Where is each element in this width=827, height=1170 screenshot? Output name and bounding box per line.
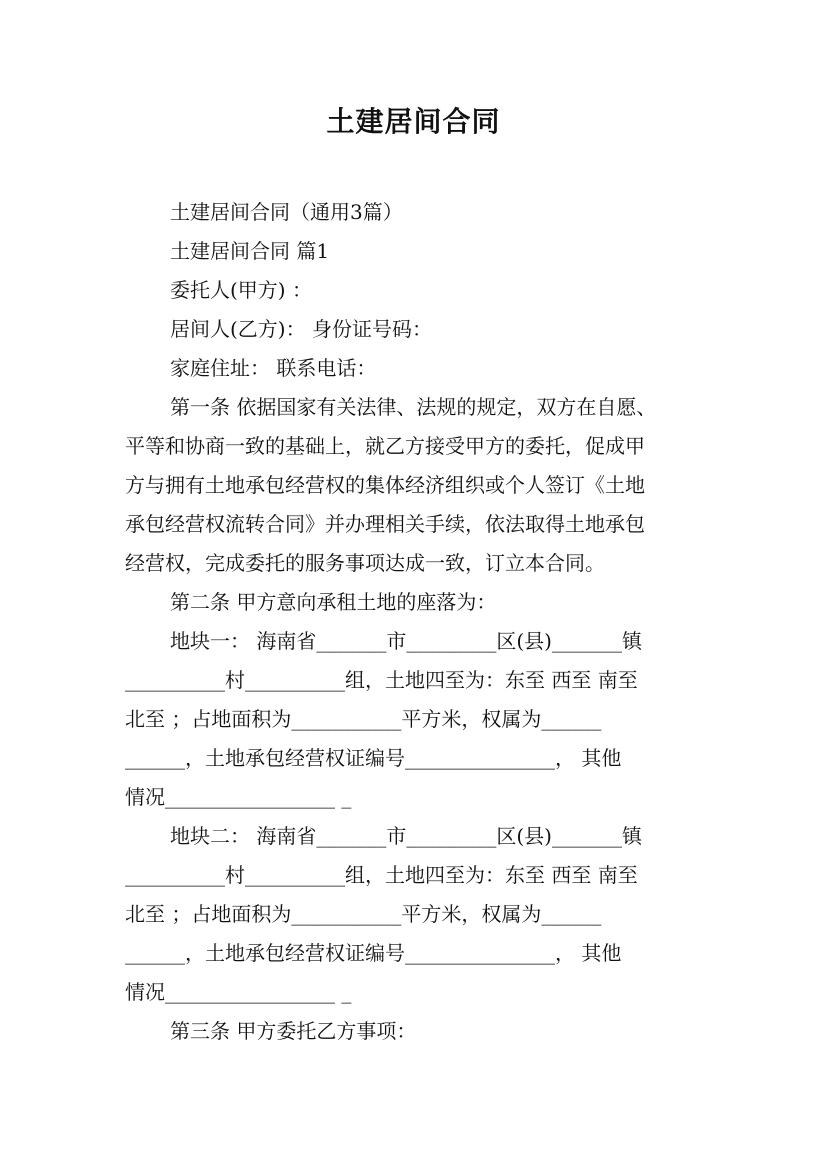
plot2-line: __________村__________组，土地四至为：东至 西至 南至	[125, 863, 638, 887]
party-b-line: 居间人(乙方)： 身份证号码：	[170, 317, 432, 341]
address-line: 家庭住址： 联系电话：	[170, 356, 377, 380]
plot1-line: 情况_________________ _	[125, 785, 352, 809]
article2-heading: 第二条 甲方意向承租土地的座落为：	[170, 590, 497, 614]
plot2-line: ______，土地承包经营权证编号_______________， 其他	[125, 941, 622, 965]
document-title: 土建居间合同	[326, 105, 501, 138]
piece-heading: 土建居间合同 篇1	[170, 239, 330, 263]
article1-line: 承包经营权流转合同》并办理相关手续，依法取得土地承包	[125, 512, 645, 536]
article1-line: 方与拥有土地承包经营权的集体经济组织或个人签订《土地	[125, 473, 645, 497]
article3-heading: 第三条 甲方委托乙方事项：	[170, 1019, 417, 1043]
plot1-line: 地块一： 海南省_______市_________区(县)_______镇	[170, 629, 642, 653]
plot1-line: ______，土地承包经营权证编号_______________， 其他	[125, 746, 622, 770]
article1-line: 经营权，完成委托的服务事项达成一致，订立本合同。	[125, 551, 605, 575]
article1-line: 平等和协商一致的基础上，就乙方接受甲方的委托，促成甲	[125, 434, 645, 458]
plot1-line: __________村__________组，土地四至为：东至 西至 南至	[125, 668, 638, 692]
plot2-line: 北至 ；占地面积为___________平方米，权属为______	[125, 902, 602, 926]
plot2-line: 地块二： 海南省_______市_________区(县)_______镇	[170, 824, 642, 848]
plot1-line: 北至 ；占地面积为___________平方米，权属为______	[125, 707, 602, 731]
party-a-line: 委托人(甲方) ：	[170, 278, 312, 302]
article1-line: 第一条 依据国家有关法律、法规的规定，双方在自愿、	[170, 395, 657, 419]
document-subtitle: 土建居间合同（通用3篇）	[170, 200, 403, 224]
plot2-line: 情况_________________ _	[125, 980, 352, 1004]
